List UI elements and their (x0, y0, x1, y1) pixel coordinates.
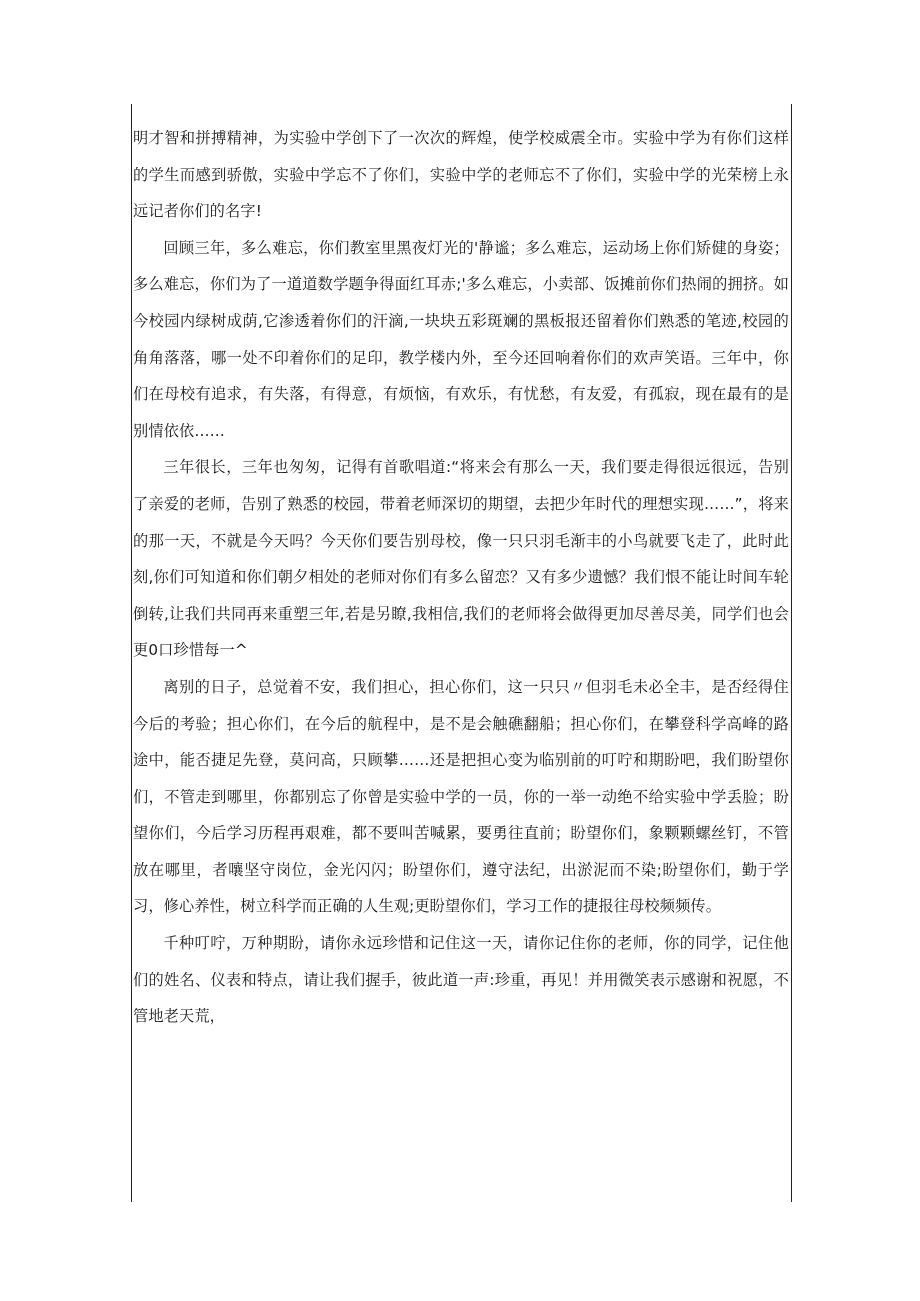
body-text (133, 120, 789, 1035)
paragraph-4: 离别的日子，总觉着不安，我们担心，担心你们，这一只只〃但羽毛未必全丰，是否经得住今后的考验；担心你们，在今后的航程中，是不是会触礁翻船；担心你们，在攀登科学高峰的路途中，能否捷足先登，莫问高，只顾攀……还是把担心变为临别前的叮咛和期盼吧，我们盼望你们，不管走到哪里，你都别忘了你曾是实验中学的一员，你的一举一动绝不给实验中学丢脸；盼望你们，今后学习历程再艰难，都不要叫苦喊累，要勇往直前；盼望你们，象颗颗螺丝钉，不管放在哪里，者嚷坚守岗位，金光闪闪；盼望你们，遵守法纪，出淤泥而不染;盼望你们，勤于学习，修心养性，树立科学而正确的人生观;更盼望你们，学习工作的捷报往母校频频传。 (133, 677, 789, 916)
right-margin-rule (791, 104, 792, 1202)
paragraph-1: 明才智和拼搏精神，为实验中学创下了一次次的辉煌，使学校威震全市。实验中学为有你们这样的学生而感到骄傲，实验中学忘不了你们，实验中学的老师忘不了你们，实验中学的光荣榜上永远记者你们的名字! (133, 129, 789, 221)
left-margin-rule (131, 104, 132, 1202)
paragraph-5: 千种叮咛，万种期盼，请你永远珍惜和记住这一天，请你记住你的老师，你的同学，记住他们的姓名、仪表和特点，请让我们握手，彼此道一声:珍重，再见！并用微笑表示感谢和祝愿，不管地老天荒， (133, 934, 789, 1026)
paragraph-2: 回顾三年，多么难忘，你们教室里黑夜灯光的'静谧；多么难忘，运动场上你们矫健的身姿；多么难忘，你们为了一道道数学题争得面红耳赤;'多么难忘，小卖部、饭摊前你们热闹的拥挤。如今校园内绿树成荫,它渗透着你们的汗滴,一块块五彩斑斓的黑板报还留着你们熟悉的笔迹,校园的角角落落，哪一处不印着你们的足印，教学楼内外，至今还回响着你们的欢声笑语。三年中，你们在母校有追求，有失落，有得意，有烦恼，有欢乐，有忧愁，有友爱，有孤寂，现在最有的是别情依依…… (133, 238, 789, 440)
paragraph-3: 三年很长，三年也匆匆，记得有首歌唱道:“将来会有那么一天，我们要走得很远很远，告别了亲爱的老师，告别了熟悉的校园，带着老师深切的期望，去把少年时代的理想实现……”，将来的那一天，不就是今天吗？今天你们要告别母校，像一只只羽毛渐丰的小鸟就要飞走了，此时此刻,你们可知道和你们朝夕相处的老师对你们有多么留恋？又有多少遗憾？我们恨不能让时间车轮倒转,让我们共同再来重塑三年,若是另瞭,我相信,我们的老师将会做得更加尽善尽美，同学们也会更0口珍惜每一^ (133, 458, 789, 660)
